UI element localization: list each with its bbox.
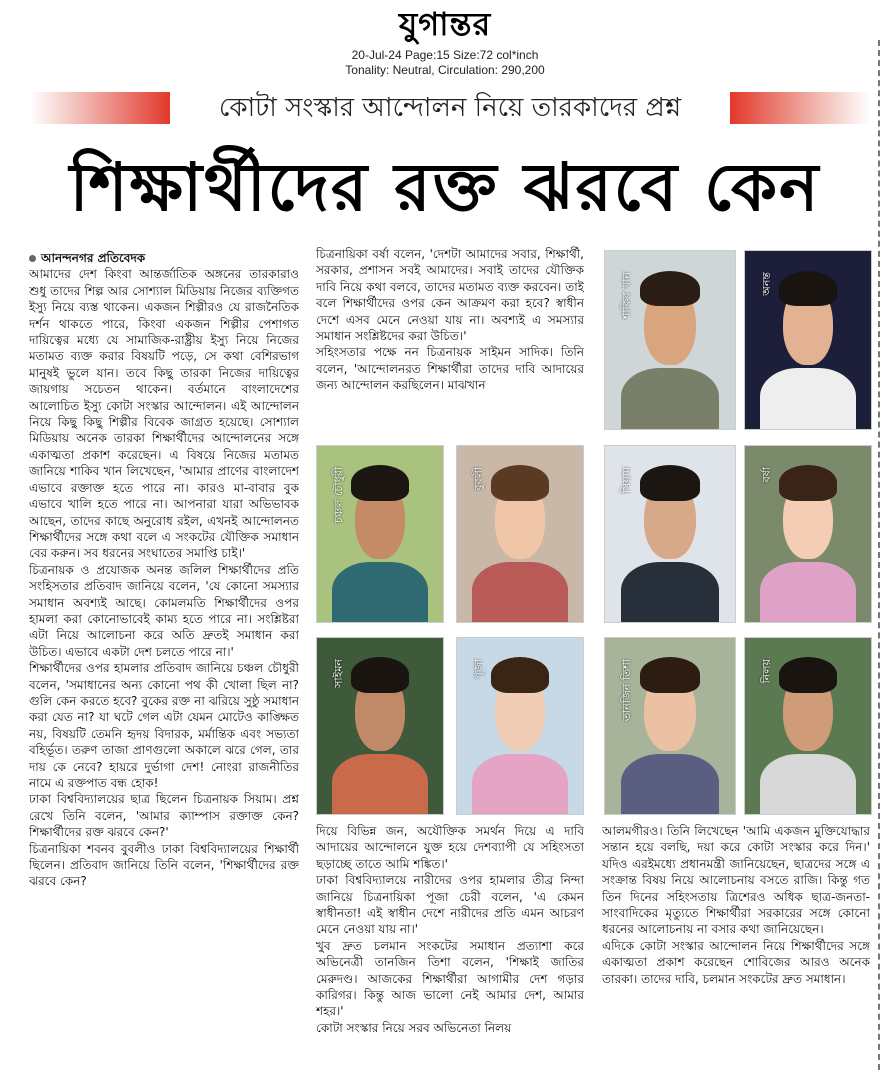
byline	[29, 250, 299, 266]
kicker-band	[30, 88, 870, 128]
person-shoulders	[760, 562, 856, 623]
person-shoulders	[621, 562, 720, 623]
person-hair	[351, 657, 409, 692]
paragraph: এদিকে কোটা সংস্কার আন্দোলন নিয়ে শিক্ষার্থীদের সঙ্গে একাত্মতা প্রকাশ করেছেন শোবিজের আরও অনেক তারকা। তাদের দাবি, চলমান সংকটের দ্রুত সমাধান।	[602, 938, 870, 986]
person-hair	[640, 271, 700, 307]
photo-caption: সিয়াম	[620, 467, 633, 494]
portrait-photo	[316, 637, 444, 815]
paragraph: চিত্রনায়িকা শবনব বুবলীও ঢাকা বিশ্ববিদ্যালয়ের শিক্ষার্থী ছিলেন। প্রতিবাদ জানিয়ে তিনি বলেন, 'শিক্ষার্থীদের রক্ত ঝরবে কেন?	[29, 841, 299, 889]
photo-caption: পূজা	[471, 659, 485, 680]
paragraph: আমাদের দেশ কিংবা আন্তর্জাতিক অঙ্গনের তারকারাও শুধু তাদের শিল্প আর সোশ্যাল মিডিয়ায় নিজের ব্যক্তিগত ইস্যু নিয়ে ব্যস্ত থাকেন। একজন শিল্পীরও যে রাজনৈতিক দর্শন থাকতে পারে, কিংবা একজন শিল্পীর পেশাগত দায়িত্বের মধ্যে যে সামাজিক-রাষ্ট্রীয় ইস্যু নিয়ে নিজের মতামত ব্যক্ত করার বিষয়টি পড়ে, সে কথা বেশিরভাগ মানুষই ভুলে যান। তবে কিছু তারকা নিজের দায়িত্বের জায়গায় সচেতন থাকেন। বর্তমানে বাংলাদেশের আলোচিত ইস্যু কোটা সংস্কার আন্দোলন। এই আন্দোলন নিয়ে কিছু কিছু শিল্পীর বিবেক জাগ্রত হয়েছে। সোশ্যাল মিডিয়ায় অনেক তারকা শিক্ষার্থীদের আন্দোলনের সঙ্গে একাত্মতা প্রকাশ করেছেন। এ বিষয়ে নিজের মতামত জানিয়ে শাকিব খান লিখেছেন, 'আমার প্রাণের বাংলাদেশ এভাবে রক্তাক্ত হতে পারে না। কারও মা-বাবার বুক এভাবে খালি হতে পারে না। আপনারা যারা অভিভাবক আছেন, তাদের কাছে অনুরোধ রইল, এখনই আন্দোলনত শিক্ষার্থীদের সঙ্গে কথা বলে এ সংকটের যৌক্তিক সমাধান বের করুন। সব ধরনের সংঘাতের সমাপ্তি চাই।'	[29, 267, 299, 561]
photo-caption: বর্ষা	[759, 467, 773, 483]
photo-caption: সাইমন	[331, 659, 345, 688]
paragraph: খুব দ্রুত চলমান সংকটের সমাধান প্রত্যাশা করে অভিনেত্রী তানজিন তিশা বলেন, 'শিক্ষাই জাতির মেরুদণ্ড। আজকের শিক্ষার্থীরা আগামীর দেশ গড়ার কারিগর। কিন্তু আজ ভালো নেই আমার দেশ, আমার শহর।'	[316, 938, 584, 1019]
person-shoulders	[332, 562, 428, 623]
paragraph: কোটা সংস্কার নিয়ে সরব অভিনেতা নিলয়	[316, 1020, 512, 1035]
article-column-2-bottom	[316, 823, 584, 1073]
person-hair	[779, 465, 837, 500]
person-shoulders	[472, 562, 568, 623]
person-hair	[779, 271, 837, 307]
paragraph: শিক্ষার্থীদের ওপর হামলার প্রতিবাদ জানিয়ে চঞ্চল চৌধুরী বলেন, 'সমাধানের অন্য কোনো পথ কী খোলা ছিল না? গুলি কেন করতে হবে? বুকের রক্ত না ঝরিয়ে সুষ্ঠু সমাধান করা যেত না? যা ঘটে গেল এটা যেমন মোটেও কাঙ্ক্ষিত নয়, বিষয়টি তেমনি হৃদয় বিদারক, মর্মান্তিক এবং সভ্যতা বহির্ভূত। তরুণ তাজা প্রাণগুলো অকালে ঝরে গেল, তার দায় কে নেবে? হায়রে দুর্ভাগা দেশ! নোংরা রাজনীতির নামে এ রক্তপাত বন্ধ হোক!	[29, 661, 299, 790]
portrait-photo	[316, 445, 444, 623]
newspaper-logo	[352, 2, 538, 46]
person-shoulders	[760, 754, 856, 815]
person-hair	[640, 465, 700, 500]
person-hair	[779, 657, 837, 692]
portrait-photo	[604, 250, 736, 430]
bullet-icon	[29, 255, 36, 262]
kicker-band-left-bar	[30, 92, 170, 124]
clip-meta-line-1: 20-Jul-24 Page:15 Size:72 col*inch	[351, 48, 539, 62]
paragraph: ঢাকা বিশ্ববিদ্যালয়ে নারীদের ওপর হামলার তীব্র নিন্দা জানিয়ে চিত্রনায়িকা পূজা চেরী বলেন, 'এ কেমন স্বাধীনতা! এই স্বাধীন দেশে নারীদের প্রতি এমন আচরণ মেনে নেওয়া যায় না।'	[316, 873, 584, 937]
person-hair	[640, 657, 700, 692]
person-shoulders	[621, 368, 720, 430]
paragraph: আলমগীরও। তিনি লিখেছেন 'আমি একজন মুক্তিযোদ্ধার সন্তান হয়ে বলছি, দয়া করে কোটা সংস্কার করে দিন।' যদিও এরইমধ্যে প্রধানমন্ত্রী জানিয়েছেন, ছাত্রদের সঙ্গে এ সংক্রান্ত বিষয় নিয়ে আলোচনায় বসতে রাজি। কিন্তু গত তিন দিনের সহিংসতায় ত্রিশেরও অধিক ছাত্র-জনতা-সাংবাদিকের মৃত্যুতে শিক্ষার্থীরা সরকারের সঙ্গে কোনো ধরনের আলোচনায় না বসার কথা জানিয়েছেন।	[602, 824, 870, 937]
paragraph: ঢাকা বিশ্ববিদ্যালয়ের ছাত্র ছিলেন চিত্রনায়ক সিয়াম। প্রশ্ন রেখে তিনি বলেন, 'আমার ক্যাম্পাস রক্তাক্ত কেন? শিক্ষার্থীদের রক্ত ঝরবে কেন?'	[29, 792, 299, 840]
person-hair	[491, 465, 549, 500]
headline: শিক্ষার্থীদের রক্ত ঝরবে কেন	[69, 149, 821, 226]
portrait-photo	[604, 637, 736, 815]
person-hair	[351, 465, 409, 500]
paragraph: চিত্রনায়িকা বর্ষা বলেন, 'দেশটা আমাদের সবার, শিক্ষার্থী, সরকার, প্রশাসন সবই আমাদের। সবাই তাদের যৌক্তিক দাবি নিয়ে কথা বলবে, তাদের মতামত ব্যক্ত করবেন। তাই বলে শিক্ষার্থীদের ওপর কেন আক্রমণ করা হবে? স্বাধীন দেশে এসব মেনে নেওয়া যায় না। অবশ্যই এ সমস্যার সমাধান সংশ্লিষ্টদের করা উচিত।'	[316, 247, 584, 344]
person-shoulders	[332, 754, 428, 815]
byline-text: আনন্দনগর প্রতিবেদক	[41, 251, 146, 265]
article-column-1	[29, 250, 299, 1072]
portrait-photo	[744, 445, 872, 623]
right-dashed-rule	[878, 40, 880, 1070]
portrait-photo	[604, 445, 736, 623]
person-shoulders	[621, 754, 720, 815]
photo-caption: বুবলী	[471, 467, 485, 491]
photo-caption: অনন্ত	[759, 272, 773, 297]
photo-caption: নিলয়	[759, 659, 773, 684]
article-column-3-bottom	[602, 823, 870, 1073]
paragraph: চিত্রনায়ক ও প্রযোজক অনন্ত জলিল শিক্ষার্থীদের প্রতি সংহিসতার প্রতিবাদ জানিয়ে বলেন, 'যে কোনো সমস্যার সমাধান অবশ্যই আছে। কোমলমতি শিক্ষার্থীদের ওপর হামলা করা কোনোভাবেই কাম্য হতে পারে না। সংশ্লিষ্টরা এটা নিয়ে আলোচনা করে অতি দ্রুতই সমাধান করা উচিত। এভাবে একটা দেশ চলতে পারে না।'	[29, 562, 299, 659]
clip-meta-line-2: Tonality: Neutral, Circulation: 290,200	[345, 63, 545, 77]
kicker-title: কোটা সংস্কার আন্দোলন নিয়ে তারকাদের প্রশ্ন	[218, 93, 682, 123]
photo-caption: শাকিব খান	[620, 272, 633, 320]
photo-caption: তানজিন তিশা	[620, 659, 633, 722]
portrait-photo	[744, 250, 872, 430]
logo-text: যুগান্তর	[398, 5, 492, 43]
person-hair	[491, 657, 549, 692]
paragraph: সহিংসতার পক্ষে নন চিত্রনায়ক সাইমন সাদিক। তিনি বলেন, 'আন্দোলনরত শিক্ষার্থীরা তাদের দাবি আদায়ের জন্য আন্দোলন করছিলেন। মাঝখান	[316, 345, 584, 393]
article-column-2-top	[316, 246, 584, 430]
person-shoulders	[472, 754, 568, 815]
portrait-photo	[744, 637, 872, 815]
paragraph: দিয়ে বিভিন্ন জন, অযৌক্তিক সমর্থন দিয়ে এ দাবি আদায়ের আন্দোলনে যুক্ত হয়ে দেশব্যাপী যে সহিংসতা ছড়াচ্ছে তাতে আমি শঙ্কিত।'	[316, 824, 584, 871]
person-shoulders	[760, 368, 856, 430]
portrait-photo	[456, 445, 584, 623]
portrait-photo	[456, 637, 584, 815]
photo-caption: চঞ্চল চৌধুরী	[331, 467, 345, 524]
kicker-band-right-bar	[730, 92, 870, 124]
